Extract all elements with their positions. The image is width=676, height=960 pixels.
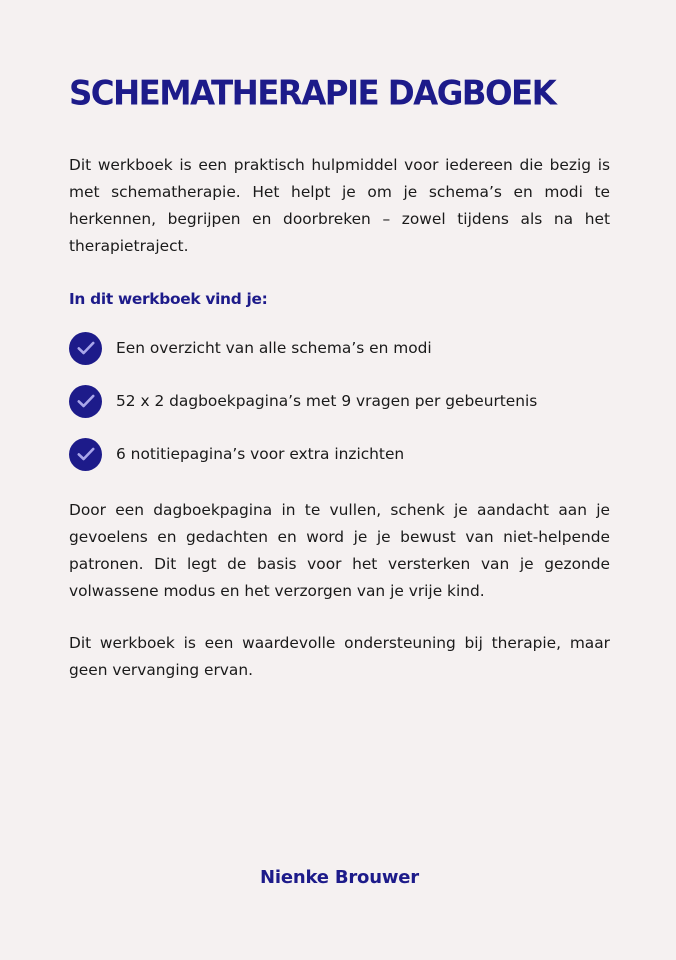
document-page [69, 0, 610, 960]
check-circle-icon [69, 332, 102, 365]
list-item-text: 6 notitiepagina’s voor extra inzichten [116, 444, 405, 463]
feature-list [69, 331, 610, 490]
check-circle-icon [69, 438, 102, 471]
list-item-text: 52 x 2 dagboekpagina’s met 9 vragen per gebeurtenis [116, 391, 538, 410]
author-name: Nienke Brouwer [260, 867, 419, 888]
list-item [69, 384, 610, 418]
list-item [69, 331, 610, 365]
section-heading: In dit werkboek vind je: [69, 290, 268, 308]
disclaimer-paragraph: Dit werkboek is een waardevolle ondersteuning bij therapie, maar geen vervanging ervan. [69, 634, 610, 679]
page-title: SCHEMATHERAPIE DAGBOEK [69, 73, 556, 113]
body-paragraph: Door een dagboekpagina in te vullen, schenk je aandacht aan je gevoelens en gedachten en word je je bewust van niet-helpende patronen. Dit legt de basis voor het versterken van je gezonde volwassene modus en het verzorgen van je vrije kind. [69, 501, 610, 600]
list-item-text: Een overzicht van alle schema’s en modi [116, 338, 432, 357]
check-circle-icon [69, 385, 102, 418]
list-item [69, 437, 610, 471]
intro-paragraph: Dit werkboek is een praktisch hulpmiddel voor iedereen die bezig is met schematherapie. Het helpt je om je schema’s en modi te herkennen, begrijpen en doorbreken – zowel tijdens als na het therapietraject. [69, 156, 610, 255]
